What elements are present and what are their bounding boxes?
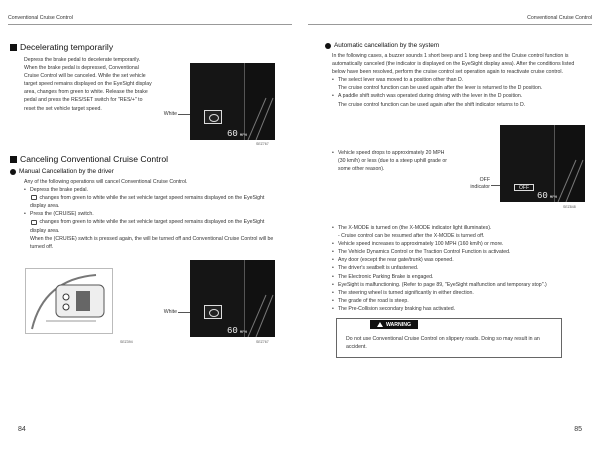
page-number-right: 85 — [574, 426, 582, 433]
list-item: • The driver's seatbelt is unfastened. — [332, 264, 584, 272]
off-indicator-icon: OFF — [514, 184, 534, 191]
circle-bullet-icon — [10, 169, 16, 175]
warning-label: WARNING — [370, 320, 418, 329]
callout-white-1: White — [163, 111, 177, 117]
callout-white-2: White — [163, 309, 177, 315]
warning-triangle-icon — [377, 322, 383, 327]
square-bullet-icon — [10, 156, 17, 163]
list-item: • The Electronic Parking Brake is engaged. — [332, 273, 584, 281]
subsection-automatic: Automatic cancellation by the system — [325, 42, 439, 49]
cruise-icon — [204, 305, 222, 319]
list-item: • EyeSight is malfunctioning. (Refer to page 89, "EyeSight malfunction and temporary stop".) — [332, 281, 584, 289]
eyesight-display-1 — [190, 63, 275, 140]
cruise-indicator-icon — [31, 220, 37, 225]
auto-intro: In the following cases, a buzzer sounds 1 short beep and 1 long beep and the Cruise control function is automatically canceled (the indicator is displayed on the EyeSight display area). After the conditions listed below have been resolved, perform the cruise control set operation again to reactivate cruise control. • The select lever was moved to a position other than D. The cruise control function can be used again after the lever is returned to the D position. • A paddle shift switch was operated during driving with the lever in the D position. The cruise control function can be used again after the shift indicator returns to D. — [332, 52, 584, 109]
section-title-canceling: Canceling Conventional Cruise Control — [10, 154, 168, 164]
speed-readout: 60 MPH — [227, 129, 248, 139]
auto-speed-bullet: • Vehicle speed drops to approximately 20 MPH (30 km/h) or less (due to a steep uphill grade or some other reason). — [332, 149, 450, 173]
speed-readout: 60 MPH — [537, 191, 558, 201]
eyesight-display-3 — [500, 125, 585, 202]
list-item: • The Vehicle Dynamics Control or the Traction Control Function is activated. — [332, 248, 584, 256]
road-lines-icon — [246, 260, 275, 337]
road-lines-icon — [246, 63, 275, 140]
figure-code-wheel: SEZ394 — [120, 340, 133, 344]
list-item: • The Pre-Collision secondary braking has activated. — [332, 305, 584, 313]
steering-switch-figure — [25, 268, 113, 334]
page-number-left: 84 — [18, 426, 26, 433]
list-item: • The grade of the road is steep. — [332, 297, 584, 305]
list-item: • Vehicle speed increases to approximately 100 MPH (160 km/h) or more. — [332, 240, 584, 248]
header-rule — [8, 24, 292, 25]
right-page — [300, 0, 600, 450]
figure-code-1: SEZ767 — [256, 142, 269, 146]
section-title-decelerating: Decelerating temporarily — [10, 42, 113, 52]
cruise-indicator-icon — [31, 195, 37, 200]
warning-text: Do not use Conventional Cruise Control on slippery roads. Doing so may result in an accident. — [346, 336, 540, 350]
decel-body: Depress the brake pedal to decelerate temporarily. When the brake pedal is depressed, Conventional Cruise Control will be canceled. While the set vehicle target speed remains displayed on the EyeSight display area, changes from green to white. Release the brake pedal and press the RES/SET switch for "RES/+" to reset the set vehicle target speed. — [24, 57, 152, 112]
steering-wheel-switch-icon — [26, 269, 114, 335]
cruise-icon — [204, 110, 222, 124]
list-item: • The steering wheel is turned significantly in either direction. — [332, 289, 584, 297]
manual-cancel-body: Any of the following operations will cancel Conventional Cruise Control. • Depress the brake pedal. changes from green to white while the set vehicle target speed remains displayed on the EyeSight display area. • Press the (CRUISE) switch. changes from green to white while the set vehicle target speed remains displayed on the EyeSight display area. When the (CRUISE) switch is pressed again, the will be turned off and Conventional Cruise Control will be turned off. — [24, 178, 276, 251]
circle-bullet-icon — [325, 43, 331, 49]
auto-conditions-list — [332, 224, 584, 313]
header-rule — [308, 24, 592, 25]
eyesight-display-2 — [190, 260, 275, 337]
header-left: Conventional Cruise Control — [8, 15, 73, 21]
list-item: • Any door (except the rear gate/trunk) was opened. — [332, 256, 584, 264]
header-right: Conventional Cruise Control — [527, 15, 592, 21]
figure-code-3: SEZ848 — [563, 205, 576, 209]
speed-readout: 60 MPH — [227, 326, 248, 336]
list-item: • The X-MODE is turned on (the X-MODE indicator light illuminates). — [332, 224, 584, 232]
subsection-manual: Manual Cancellation by the driver — [10, 168, 114, 175]
list-item-note: - Cruise control can be resumed after the X-MODE is turned off. — [338, 233, 485, 240]
square-bullet-icon — [10, 44, 17, 51]
callout-off-indicator: OFF indicator — [470, 177, 490, 190]
road-lines-icon — [556, 125, 585, 202]
figure-code-2: SEZ767 — [256, 340, 269, 344]
